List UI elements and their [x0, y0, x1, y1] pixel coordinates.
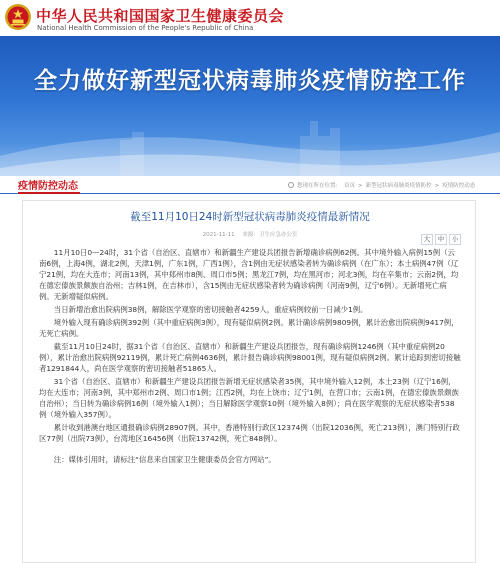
- breadcrumb-sep: >: [434, 183, 440, 189]
- article-paragraph: 截至11月10日24时，据31个省（自治区、直辖市）和新疆生产建设兵团报告，现有确诊病例1246例（其中重症病例20例），累计治愈出院病例92119例，累计死亡病例4636例，累计报告确诊病例98001例，现有疑似病例2例。累计追踪到密切接触者1291844人，尚在医学观察的密切接触者51865人。: [39, 342, 461, 373]
- site-header: [0, 0, 500, 36]
- font-small-button[interactable]: 小: [449, 234, 461, 245]
- breadcrumb: [288, 181, 478, 189]
- breadcrumb-covid[interactable]: 新型冠状病毒肺炎疫情防控: [365, 183, 432, 189]
- banner: [0, 36, 500, 176]
- breadcrumb-sep: >: [358, 183, 363, 189]
- font-large-button[interactable]: 大: [421, 234, 433, 245]
- article-paragraph: 当日新增治愈出院病例38例，解除医学观察的密切接触者4259人，重症病例较前一日减少1例。: [53, 305, 368, 314]
- org-name-cn[interactable]: 中华人民共和国国家卫生健康委员会: [36, 7, 285, 25]
- article-paragraph: 累计收到港澳台地区通报确诊病例28907例。其中，香港特别行政区12374例（出院12036例，死亡213例），澳门特别行政区77例（出院73例），台湾地区16456例（出院13742例，死亡848例）。: [39, 423, 460, 443]
- article-content: [39, 247, 461, 467]
- breadcrumb-home[interactable]: 首页: [344, 183, 356, 189]
- banner-title: 全力做好新型冠状病毒肺炎疫情防控工作: [34, 68, 466, 94]
- article-source: 来源：卫生应急办公室: [242, 232, 298, 238]
- article-paragraph: 境外输入现有确诊病例392例（其中重症病例3例），现有疑似病例2例。累计确诊病例9809例，累计治愈出院病例9417例，无死亡病例。: [39, 318, 459, 338]
- banner-decoration: [0, 36, 500, 176]
- location-icon: [288, 182, 294, 188]
- font-medium-button[interactable]: 中: [435, 234, 447, 245]
- section-nav-bar: [0, 176, 500, 194]
- breadcrumb-current[interactable]: 疫情防控动态: [442, 183, 476, 189]
- breadcrumb-prefix: 您现在所在位置：: [297, 183, 342, 189]
- article-paragraph: 11月10日0—24时，31个省（自治区、直辖市）和新疆生产建设兵团报告新增确诊病例62例。其中境外输入病例15例（云南6例，上海4例，湖北2例，天津1例，广东1例，广西1例），含1例由无症状感染者转为确诊病例（在广东）；本土病例47例（辽宁21例，均在大连市；河南13例，其中郑州市8例、周口市5例；黑龙江7例，均在黑河市；河北3例，均在辛集市；云南2例，均在德宏傣族景颇族自治州；吉林1例，在吉林市），含15例由无症状感染者转为确诊病例（河南9例，辽宁6例）。无新增死亡病例。无新增疑似病例。: [39, 248, 459, 301]
- article-date: 2021-11-11: [202, 232, 235, 238]
- article-panel: [22, 200, 476, 563]
- org-name-en: National Health Commission of the People's Republic of China: [37, 24, 254, 32]
- article-meta: [23, 230, 477, 238]
- national-emblem-icon[interactable]: [4, 3, 32, 31]
- section-underline: [18, 192, 80, 194]
- font-size-controls: [419, 226, 461, 245]
- article-title: 截至11月10日24时新型冠状病毒肺炎疫情最新情况: [130, 211, 370, 223]
- article-note: 注：媒体引用时，请标注“信息来自国家卫生健康委员会官方网站”。: [53, 455, 276, 464]
- article-paragraph: 31个省（自治区、直辖市）和新疆生产建设兵团报告新增无症状感染者35例，其中境外输入12例，本土23例（辽宁16例，均在大连市；河南3例，其中郑州市2例、周口市1例；江西2例，均在上饶市；辽宁1例，在营口市；云南1例，在德宏傣族景颇族自治州）；当日转为确诊病例16例（境外输入1例）；当日解除医学观察10例（境外输入8例）；尚在医学观察的无症状感染者538例（境外输入357例）。: [39, 377, 459, 419]
- section-label[interactable]: 疫情防控动态: [18, 181, 78, 192]
